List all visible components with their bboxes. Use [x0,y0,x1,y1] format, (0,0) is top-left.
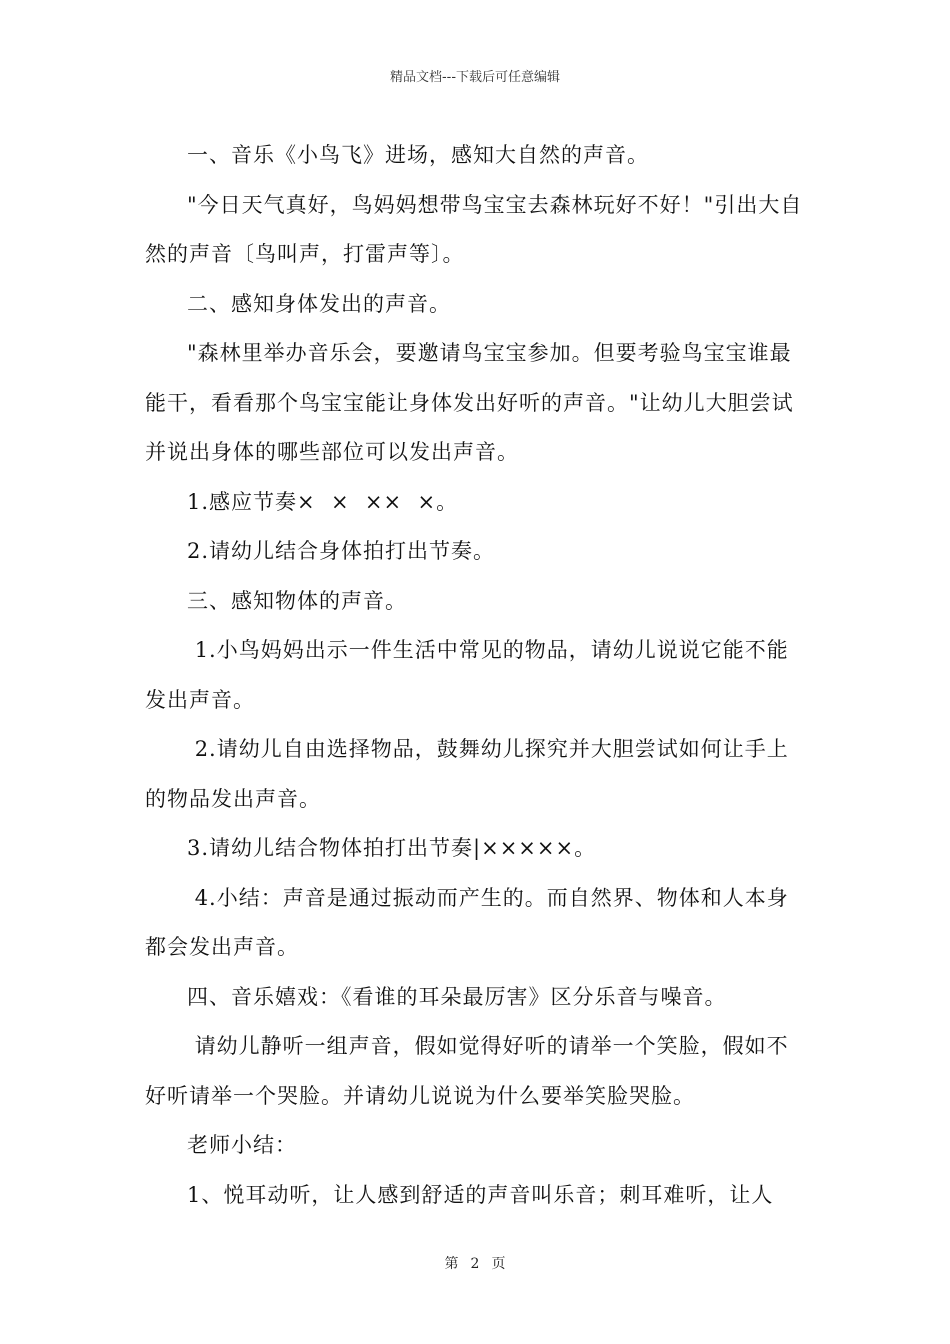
paragraph-11: 4.小结：声音是通过振动而产生的。而自然界、物体和人本身都会发出声音。 [145,885,789,959]
paragraph-2: "今日天气真好，鸟妈妈想带鸟宝宝去森林玩好不好！"引出大自然的声音〔鸟叫声，打雷声等〕。 [145,192,803,266]
paragraph-10: 3.请幼儿结合物体拍打出节奏|×××××。 [187,836,597,860]
paragraph-8: 1.小鸟妈妈出示一件生活中常见的物品，请幼儿说说它能不能发出声音。 [145,638,789,712]
paragraph-14: 老师小结： [187,1133,297,1157]
paragraph-13: 请幼儿静听一组声音，假如觉得好听的请举一个笑脸，假如不好听请举一个哭脸。并请幼儿说说为什么要举笑脸哭脸。 [145,1034,789,1108]
paragraph-1: 一、音乐《小鸟飞》进场，感知大自然的声音。 [187,143,649,167]
page-number: 2 [470,1256,480,1272]
paragraph-3: 二、感知身体发出的声音。 [187,291,451,316]
page-number-prefix: 第 [444,1256,459,1272]
paragraph-9: 2.请幼儿自由选择物品，鼓舞幼儿探究并大胆尝试如何让手上的物品发出声音。 [145,737,789,811]
paragraph-5: 1.感应节奏× × ×× ×。 [187,489,459,514]
paragraph-4: "森林里举办音乐会，要邀请鸟宝宝参加。但要考验鸟宝宝谁最能干，看看那个鸟宝宝能让身体发出好听的声音。"让幼儿大胆尝试并说出身体的哪些部位可以发出声音。 [145,341,794,464]
paragraph-6: 2.请幼儿结合身体拍打出节奏。 [187,539,496,563]
document-body [145,131,807,1220]
paragraph-7: 三、感知物体的声音。 [187,588,407,613]
page-footer [0,1253,950,1273]
page-header: 精品文档---下载后可任意编辑 [389,70,561,85]
paragraph-15: 1、悦耳动听，让人感到舒适的声音叫乐音；刺耳难听，让人 [187,1182,774,1207]
page-number-suffix: 页 [491,1256,506,1272]
paragraph-12: 四、音乐嬉戏：《看谁的耳朵最厉害》区分乐音与噪音。 [187,984,727,1009]
